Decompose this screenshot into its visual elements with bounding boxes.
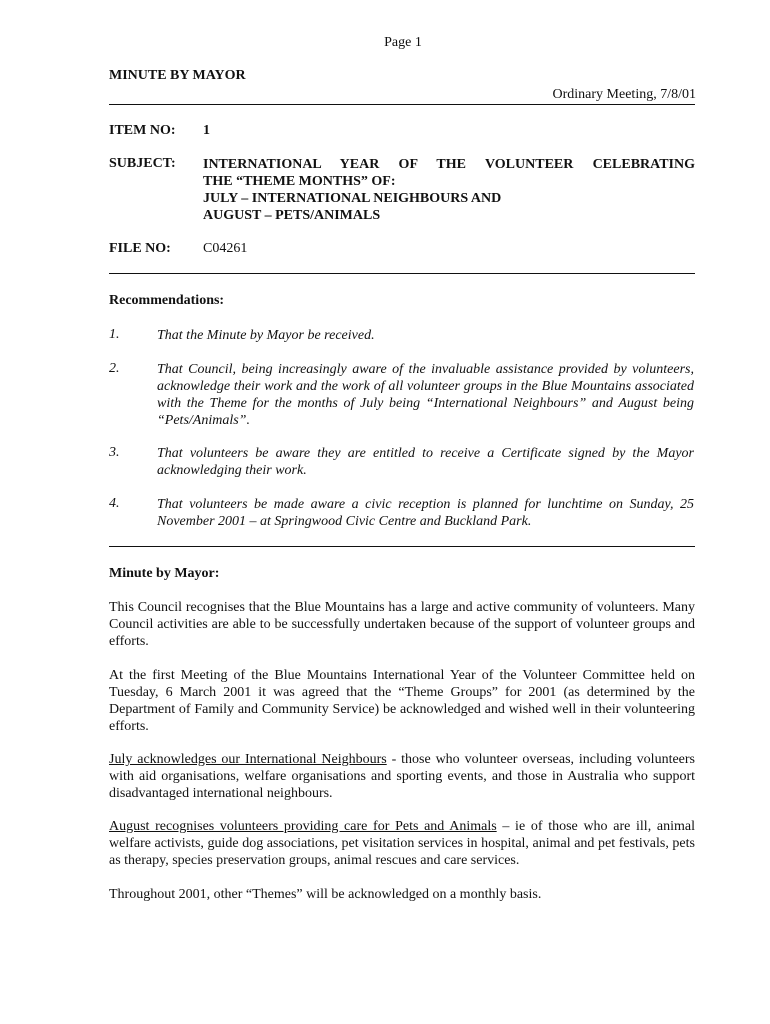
recommendations-divider xyxy=(109,546,695,547)
header-divider xyxy=(109,104,695,105)
recommendation-number: 2. xyxy=(109,361,120,376)
recommendation-text: That the Minute by Mayor be received. xyxy=(157,328,375,343)
july-theme-details: - those who volunteer overseas, including volunteers with aid organisations, welfare organisations and sporting events, and those in Australia who support disadvantaged international neighbours. xyxy=(109,752,696,801)
subject-line-3: JULY – INTERNATIONAL NEIGHBOURS AND xyxy=(203,191,502,206)
subject-line-4: AUGUST – PETS/ANIMALS xyxy=(203,208,381,223)
subject-label: SUBJECT: xyxy=(109,156,176,171)
minute-paragraph-4 xyxy=(109,818,695,869)
minute-paragraph-5: Throughout 2001, other “Themes” will be acknowledged on a monthly basis. xyxy=(109,887,542,902)
subject-line-2: THE “THEME MONTHS” OF: xyxy=(203,174,396,189)
recommendation-number: 4. xyxy=(109,496,120,511)
minute-paragraph-1: This Council recognises that the Blue Mountains has a large and active community of volunteers. Many Council activities are able to be successfully undertaken because of the support of volunteer groups and efforts. xyxy=(109,600,695,649)
recommendation-text: That Council, being increasingly aware of the invaluable assistance provided by volunteers, acknowledge their work and the work of all volunteer groups in the Blue Mountains associated with the Theme for the months of July being “International Neighbours” and August being “Pets/Animals”. xyxy=(157,362,694,428)
minute-paragraph-2: At the first Meeting of the Blue Mountains International Year of the Volunteer Committee held on Tuesday, 6 March 2001 it was agreed that the “Theme Groups” for 2001 (as determined by the Department of Family and Community Service) be acknowledged and wished well in their volunteering efforts. xyxy=(109,668,695,734)
meeting-info: Ordinary Meeting, 7/8/01 xyxy=(552,87,696,102)
subject-line-1: INTERNATIONAL YEAR OF THE VOLUNTEER CELEBRATING xyxy=(203,157,695,172)
recommendation-text: That volunteers be made aware a civic reception is planned for lunchtime on Sunday, 25 November 2001 – at Springwood Civic Centre and Buckland Park. xyxy=(157,497,694,529)
recommendation-text: That volunteers be aware they are entitled to receive a Certificate signed by the Mayor acknowledging their work. xyxy=(157,446,694,478)
recommendation-number: 3. xyxy=(109,445,120,460)
file-label: FILE NO: xyxy=(109,241,171,256)
item-value: 1 xyxy=(203,123,210,138)
minute-title: Minute by Mayor: xyxy=(109,566,220,581)
july-theme-link-text: July acknowledges our International Neighbours xyxy=(109,752,387,767)
august-theme-link-text: August recognises volunteers providing care for Pets and Animals xyxy=(109,819,497,834)
document-heading: MINUTE BY MAYOR xyxy=(109,68,246,83)
recommendations-title: Recommendations: xyxy=(109,293,225,308)
recommendation-number: 1. xyxy=(109,327,120,342)
file-value: C04261 xyxy=(203,241,248,256)
page-number: Page 1 xyxy=(384,35,422,50)
minute-paragraph-3 xyxy=(109,751,695,802)
subject-text xyxy=(203,156,695,224)
item-label: ITEM NO: xyxy=(109,123,176,138)
subject-divider xyxy=(109,273,695,274)
august-theme-details: – ie of those who are ill, animal welfare activists, guide dog associations, pet visitation services in hospital, animal and pet festivals, pets as therapy, species preservation groups, animal rescues and care services. xyxy=(109,819,695,868)
